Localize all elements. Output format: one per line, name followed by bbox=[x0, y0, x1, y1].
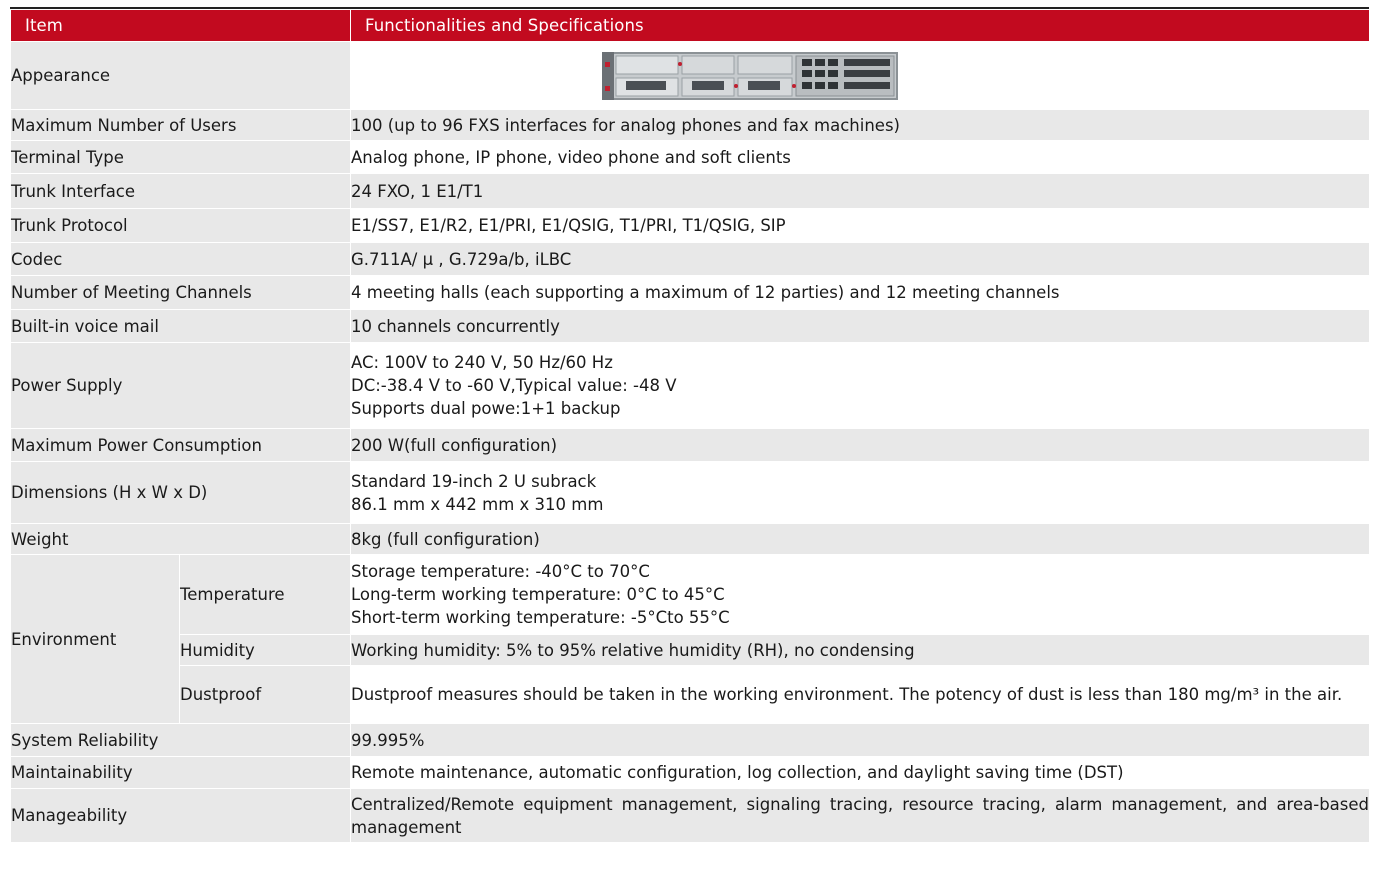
value-temperature bbox=[351, 555, 1370, 635]
value-terminal-type: Analog phone, IP phone, video phone and soft clients bbox=[351, 141, 1370, 174]
header-specs bbox=[351, 10, 1370, 42]
value-trunk-protocol: E1/SS7, E1/R2, E1/PRI, E1/QSIG, T1/PRI, T1/QSIG, SIP bbox=[351, 209, 1370, 243]
label-power-supply: Power Supply bbox=[11, 343, 351, 429]
value-dustproof: Dustproof measures should be taken in the working environment. The potency of dust is less than 180 mg/m³ in the air. bbox=[351, 666, 1370, 724]
row-voice-mail bbox=[11, 310, 1370, 343]
dimensions-line: Standard 19-inch 2 U subrack bbox=[351, 471, 597, 491]
row-dimensions bbox=[11, 462, 1370, 524]
label-dustproof: Dustproof bbox=[180, 666, 351, 724]
row-terminal-type bbox=[11, 141, 1370, 174]
label-trunk-protocol: Trunk Protocol bbox=[11, 209, 351, 243]
power-supply-line: Supports dual powe:1+1 backup bbox=[351, 399, 621, 418]
value-manageability: Centralized/Remote equipment management, signaling tracing, resource tracing, alarm management, and area-based management bbox=[351, 789, 1370, 843]
row-reliability bbox=[11, 724, 1370, 757]
header-item-label: Item bbox=[25, 16, 63, 35]
specifications-table bbox=[10, 9, 1370, 843]
row-power-supply bbox=[11, 343, 1370, 429]
temperature-line: Short-term working temperature: -5°Cto 55°C bbox=[351, 608, 730, 627]
header-specs-label: Functionalities and Specifications bbox=[365, 16, 644, 35]
appearance-cell bbox=[351, 42, 1370, 110]
row-dustproof bbox=[11, 666, 1370, 724]
value-power-supply bbox=[351, 343, 1370, 429]
label-terminal-type: Terminal Type bbox=[11, 141, 351, 174]
label-voice-mail: Built-in voice mail bbox=[11, 310, 351, 343]
label-codec: Codec bbox=[11, 243, 351, 276]
power-supply-line: DC:-38.4 V to -60 V,Typical value: -48 V bbox=[351, 376, 677, 395]
value-weight: 8kg (full configuration) bbox=[351, 524, 1370, 555]
device-chassis-image bbox=[602, 48, 898, 104]
row-max-users bbox=[11, 110, 1370, 141]
value-voice-mail: 10 channels concurrently bbox=[351, 310, 1370, 343]
label-humidity: Humidity bbox=[180, 635, 351, 666]
row-trunk-interface bbox=[11, 174, 1370, 209]
row-manageability bbox=[11, 789, 1370, 843]
row-appearance bbox=[11, 42, 1370, 110]
row-maintainability bbox=[11, 757, 1370, 789]
value-max-power: 200 W(full configuration) bbox=[351, 429, 1370, 462]
value-humidity: Working humidity: 5% to 95% relative humidity (RH), no condensing bbox=[351, 635, 1370, 666]
row-temperature bbox=[11, 555, 1370, 635]
value-maintainability: Remote maintenance, automatic configuration, log collection, and daylight saving time (DST) bbox=[351, 757, 1370, 789]
label-trunk-interface: Trunk Interface bbox=[11, 174, 351, 209]
row-meeting-channels bbox=[11, 276, 1370, 310]
label-manageability: Manageability bbox=[11, 789, 351, 843]
table-header-row bbox=[11, 10, 1370, 42]
value-max-users: 100 (up to 96 FXS interfaces for analog phones and fax machines) bbox=[351, 110, 1370, 141]
value-reliability: 99.995% bbox=[351, 724, 1370, 757]
row-humidity bbox=[11, 635, 1370, 666]
dimensions-line: 86.1 mm x 442 mm x 310 mm bbox=[351, 494, 604, 514]
label-reliability: System Reliability bbox=[11, 724, 351, 757]
temperature-line: Storage temperature: -40°C to 70°C bbox=[351, 562, 650, 581]
label-meeting-channels: Number of Meeting Channels bbox=[11, 276, 351, 310]
value-codec: G.711A/ μ , G.729a/b, iLBC bbox=[351, 243, 1370, 276]
label-environment: Environment bbox=[11, 555, 180, 724]
row-weight bbox=[11, 524, 1370, 555]
header-item bbox=[11, 10, 351, 42]
row-codec bbox=[11, 243, 1370, 276]
label-max-power: Maximum Power Consumption bbox=[11, 429, 351, 462]
value-dimensions bbox=[351, 462, 1370, 524]
value-meeting-channels: 4 meeting halls (each supporting a maximum of 12 parties) and 12 meeting channels bbox=[351, 276, 1370, 310]
row-trunk-protocol bbox=[11, 209, 1370, 243]
power-supply-line: AC: 100V to 240 V, 50 Hz/60 Hz bbox=[351, 353, 613, 372]
label-appearance: Appearance bbox=[11, 42, 351, 110]
label-dimensions: Dimensions (H x W x D) bbox=[11, 462, 351, 524]
label-maintainability: Maintainability bbox=[11, 757, 351, 789]
label-weight: Weight bbox=[11, 524, 351, 555]
temperature-line: Long-term working temperature: 0°C to 45°C bbox=[351, 585, 725, 604]
label-max-users: Maximum Number of Users bbox=[11, 110, 351, 141]
label-temperature: Temperature bbox=[180, 555, 351, 635]
row-max-power bbox=[11, 429, 1370, 462]
value-trunk-interface: 24 FXO, 1 E1/T1 bbox=[351, 174, 1370, 209]
